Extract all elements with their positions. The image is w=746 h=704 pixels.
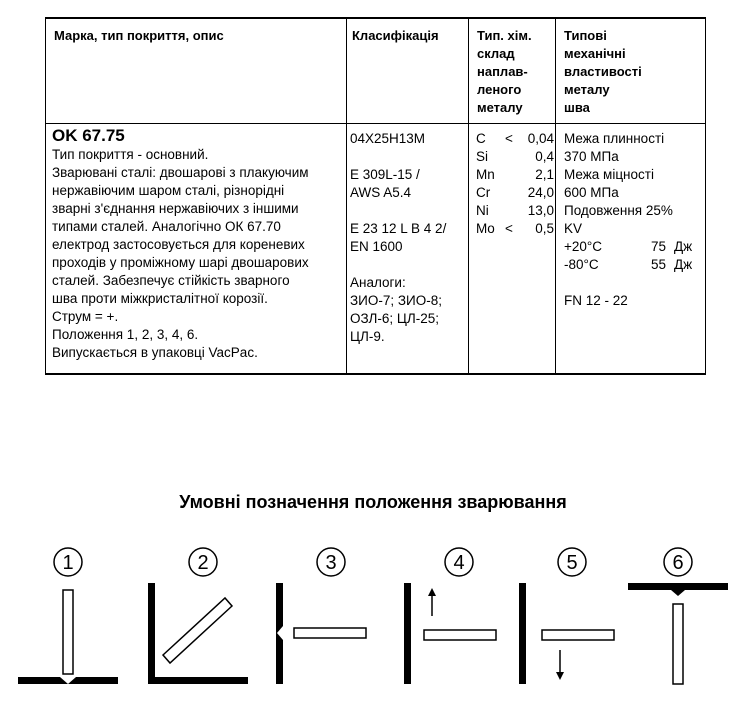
position-2-number: 2 bbox=[197, 552, 209, 574]
arrow-up-icon bbox=[428, 588, 436, 596]
tensile-label: Межа міцності bbox=[564, 167, 654, 182]
chem-value: 0,04 bbox=[527, 131, 554, 146]
header-mechanical: Типові механічні властивості металу шва bbox=[564, 28, 642, 115]
header-classification: Класифікація bbox=[352, 28, 439, 43]
chem-value: 0,4 bbox=[535, 149, 554, 164]
classification-analogs: Аналоги: ЗИО-7; ЗИО-8; ОЗЛ-6; ЦЛ-25; ЦЛ-9. bbox=[350, 275, 442, 344]
ferrite-number: FN 12 - 22 bbox=[564, 293, 628, 308]
elongation: Подовження 25% bbox=[564, 203, 673, 218]
position-1-number: 1 bbox=[62, 552, 74, 574]
position-5-electrode bbox=[542, 630, 614, 640]
product-description: Тип покриття - основний. Зварювані сталі: двошарові з плакуючим нержавіючим шаром сталі, різнорідні зварні з'єднання нержавіючих з іншими типами сталей. Аналогічно ОК 67.70 електрод застосовується для кореневих проходів у проміжному шарі двошарових сталей. Забезпечує стійкість зварного шва проти міжкристалітної корозії. Струм = +. Положення 1, 2, 3, 4, 6. Випускається в упаковці VacPac. bbox=[52, 147, 309, 360]
header-chemistry: Тип. хім. склад наплав- леного металу bbox=[477, 28, 532, 115]
kv-temperature: -80°C bbox=[564, 257, 599, 272]
product-name: OK 67.75 bbox=[52, 126, 125, 145]
chem-element: Cr bbox=[476, 185, 491, 200]
chem-element: Mo bbox=[476, 221, 495, 236]
classification-grade: 04X25H13M bbox=[350, 131, 426, 146]
chem-element: Si bbox=[476, 149, 489, 164]
kv-label: KV bbox=[564, 221, 583, 236]
position-4-electrode bbox=[424, 630, 496, 640]
legend-title: Умовні позначення положення зварювання bbox=[179, 492, 567, 512]
classification-aws: E 309L-15 / AWS A5.4 bbox=[350, 167, 420, 200]
kv-unit: Дж bbox=[674, 239, 693, 254]
yield-label: Межа плинності bbox=[564, 131, 665, 146]
position-2-electrode bbox=[163, 598, 232, 663]
kv-value: 75 bbox=[650, 239, 666, 254]
chem-value: 0,5 bbox=[535, 221, 554, 236]
position-6-electrode bbox=[673, 604, 683, 684]
position-6-plate bbox=[628, 583, 728, 590]
chem-value: 13,0 bbox=[527, 203, 554, 218]
yield-value: 370 МПа bbox=[564, 149, 619, 164]
position-6-number: 6 bbox=[672, 552, 684, 574]
chem-element: Ni bbox=[476, 203, 489, 218]
position-2-icon bbox=[148, 548, 248, 684]
position-1-electrode bbox=[63, 590, 73, 674]
position-5-plate bbox=[519, 583, 526, 684]
position-6-icon bbox=[628, 548, 728, 684]
position-5-icon bbox=[519, 548, 614, 684]
position-3-icon bbox=[276, 548, 366, 684]
position-2-horizontal-plate bbox=[148, 677, 248, 684]
position-4-plate bbox=[404, 583, 411, 684]
chem-element: C bbox=[476, 131, 486, 146]
header-brand: Марка, тип покриття, опис bbox=[54, 28, 224, 43]
position-4-number: 4 bbox=[453, 552, 465, 574]
tensile-value: 600 МПа bbox=[564, 185, 619, 200]
kv-unit: Дж bbox=[674, 257, 693, 272]
chem-operator: < bbox=[505, 221, 513, 236]
chem-value: 24,0 bbox=[527, 185, 554, 200]
chem-element: Mn bbox=[476, 167, 495, 182]
kv-temperature: +20°C bbox=[564, 239, 603, 254]
position-5-number: 5 bbox=[566, 552, 578, 574]
position-2-vertical-plate bbox=[148, 583, 155, 684]
position-1-icon bbox=[18, 548, 118, 684]
arrow-down-icon bbox=[556, 672, 564, 680]
chem-operator: < bbox=[505, 131, 513, 146]
position-4-icon bbox=[404, 548, 496, 684]
chem-value: 2,1 bbox=[535, 167, 554, 182]
position-6-groove bbox=[671, 590, 685, 596]
position-3-number: 3 bbox=[325, 552, 337, 574]
kv-value: 55 bbox=[650, 257, 666, 272]
position-3-electrode bbox=[294, 628, 366, 638]
classification-en: E 23 12 L B 4 2/ EN 1600 bbox=[350, 221, 447, 254]
